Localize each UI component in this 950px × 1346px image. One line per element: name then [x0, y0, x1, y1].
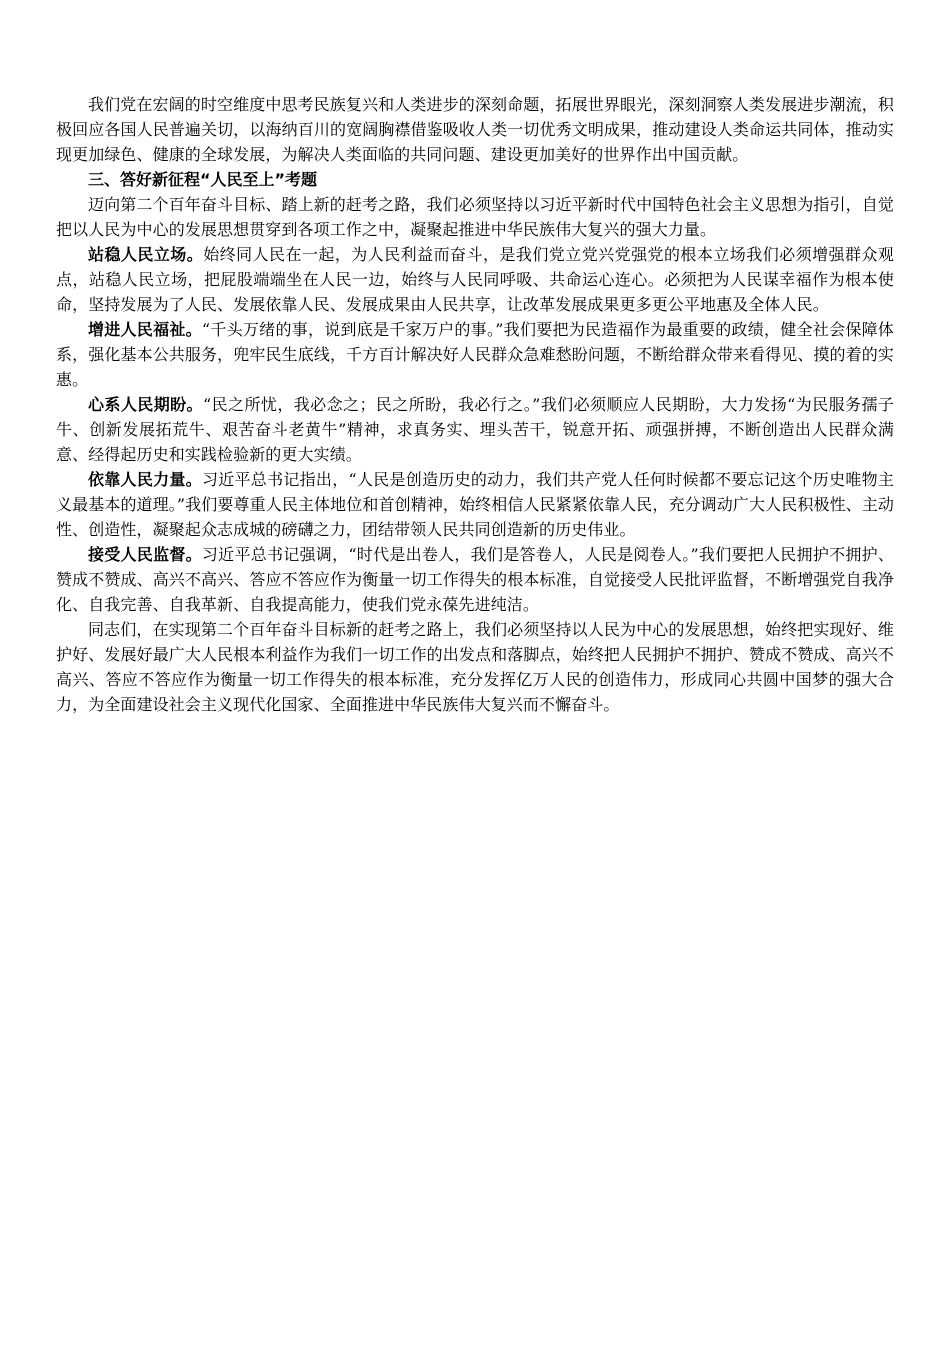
point-lead: 站稳人民立场。 — [88, 245, 204, 264]
point-text: 习近平总书记指出，“人民是创造历史的动力，我们共产党人任何时候都不要忘记这个历史唯物主义最基本的道理。”我们要尊重人民主体地位和首创精神，始终相信人民紧紧依靠人民，充分调动广大人民积极性、主动性、创造性，凝聚起众志成城的磅礴之力，团结带领人民共同创造新的历史伟业。 — [56, 470, 895, 539]
section-intro-paragraph: 迈向第二个百年奋斗目标、踏上新的赶考之路，我们必须坚持以习近平新时代中国特色社会主义思想为指引，自觉把以人民为中心的发展思想贯穿到各项工作之中，凝聚起推进中华民族伟大复兴的强大力量。 — [56, 195, 894, 239]
point-text: “民之所忧，我必念之；民之所盼，我必行之。”我们必须顺应人民期盼，大力发扬“为民服务孺子牛、创新发展拓荒牛、艰苦奋斗老黄牛”精神，求真务实、埋头苦干，锐意开拓、顽强拼搏，不断创造出人民群众满意、经得起历史和实践检验新的更大实绩。 — [56, 395, 894, 464]
point-text: 始终同人民在一起，为人民利益而奋斗，是我们党立党兴党强党的根本立场我们必须增强群众观点，站稳人民立场，把屁股端端坐在人民一边，始终与人民同呼吸、共命运心连心。必须把为人民谋幸福作为根本使命，坚持发展为了人民、发展依靠人民、发展成果由人民共享，让改革发展成果更多更公平地惠及全体人民。 — [56, 245, 895, 314]
point-paragraph-welfare — [56, 317, 894, 392]
point-paragraph-strength — [56, 467, 894, 542]
point-paragraph-stand — [56, 242, 894, 317]
point-text: 习近平总书记强调，“时代是出卷人，我们是答卷人，人民是阅卷人。”我们要把人民拥护不拥护、赞成不赞成、高兴不高兴、答应不答应作为衡量一切工作得失的根本标准，自觉接受人民批评监督，不断增强党自我净化、自我完善、自我革新、自我提高能力，使我们党永葆先进纯洁。 — [56, 545, 895, 614]
point-lead: 心系人民期盼。 — [88, 395, 203, 414]
section-heading: 三、答好新征程“人民至上”考题 — [88, 170, 318, 189]
closing-paragraph: 同志们，在实现第二个百年奋斗目标新的赶考之路上，我们必须坚持以人民为中心的发展思想，始终把实现好、维护好、发展好最广大人民根本利益作为我们一切工作的出发点和落脚点，始终把人民拥护不拥护、赞成不赞成、高兴不高兴、答应不答应作为衡量一切工作得失的根本标准，充分发挥亿万人民的创造伟力，形成同心共圆中国梦的强大合力，为全面建设社会主义现代化国家、全面推进中华民族伟大复兴而不懈奋斗。 — [56, 620, 894, 714]
point-lead: 接受人民监督。 — [88, 545, 202, 564]
point-lead: 增进人民福祉。 — [88, 320, 202, 339]
point-paragraph-expectation — [56, 392, 894, 467]
point-text: “千头万绪的事，说到底是千家万户的事。”我们要把为民造福作为最重要的政绩，健全社会保障体系，强化基本公共服务，兜牢民生底线，千方百计解决好人民群众急难愁盼问题，不断给群众带来看得见、摸的着的实惠。 — [56, 320, 895, 389]
intro-paragraph: 我们党在宏阔的时空维度中思考民族复兴和人类进步的深刻命题，拓展世界眼光，深刻洞察人类发展进步潮流，积极回应各国人民普遍关切，以海纳百川的宽阔胸襟借鉴吸收人类一切优秀文明成果，推动建设人类命运共同体，推动实现更加绿色、健康的全球发展，为解决人类面临的共同问题、建设更加美好的世界作出中国贡献。 — [56, 95, 894, 164]
point-paragraph-supervision — [56, 542, 894, 617]
point-lead: 依靠人民力量。 — [88, 470, 202, 489]
